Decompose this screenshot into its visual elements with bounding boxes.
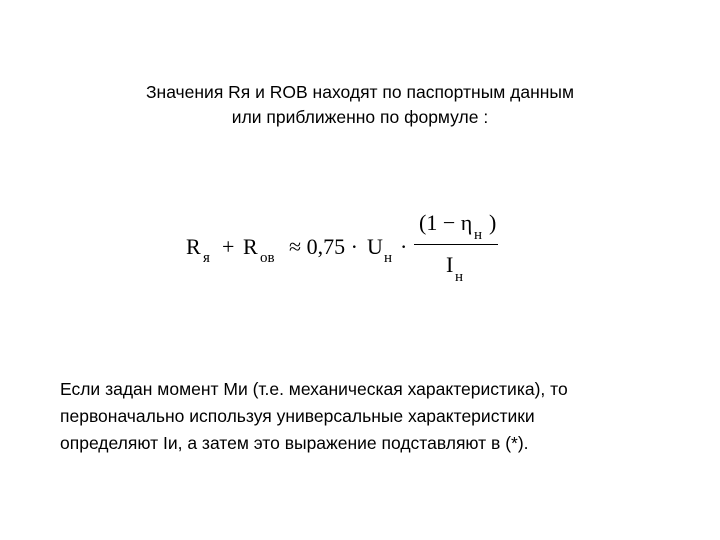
formula-r-field: R — [243, 234, 258, 259]
formula-sub-voltage: н — [384, 250, 393, 266]
formula-sub-current: н — [455, 269, 464, 285]
formula-dot: · — [400, 234, 408, 259]
formula-r-armature: R — [186, 234, 201, 259]
formula-current: I — [446, 252, 454, 277]
formula-sub-efficiency: н — [474, 227, 483, 243]
formula-voltage: U — [367, 234, 383, 259]
formula-sub-field: ов — [260, 250, 275, 266]
intro-line-1: Значения Rя и ROB находят по паспортным данным — [145, 82, 575, 102]
formula-approx-coefficient: ≈ 0,75 · — [289, 234, 358, 259]
formula-numerator: (1 − η — [419, 210, 473, 235]
formula-numerator-close: ) — [489, 210, 497, 235]
outro-line-3: определяют Iи, а затем это выражение подставляют в (*). — [60, 433, 529, 453]
formula-sub-armature: я — [203, 250, 210, 266]
outro-line-1: Если задан момент Ми (т.е. механическая характеристика), то — [60, 379, 568, 399]
intro-line-2: или приближенно по формуле : — [231, 107, 489, 127]
formula-plus: + — [222, 234, 235, 259]
outro-line-2: первоначально используя универсальные характеристики — [60, 406, 535, 426]
fraction-line — [414, 244, 498, 245]
outro-paragraph — [60, 376, 680, 457]
